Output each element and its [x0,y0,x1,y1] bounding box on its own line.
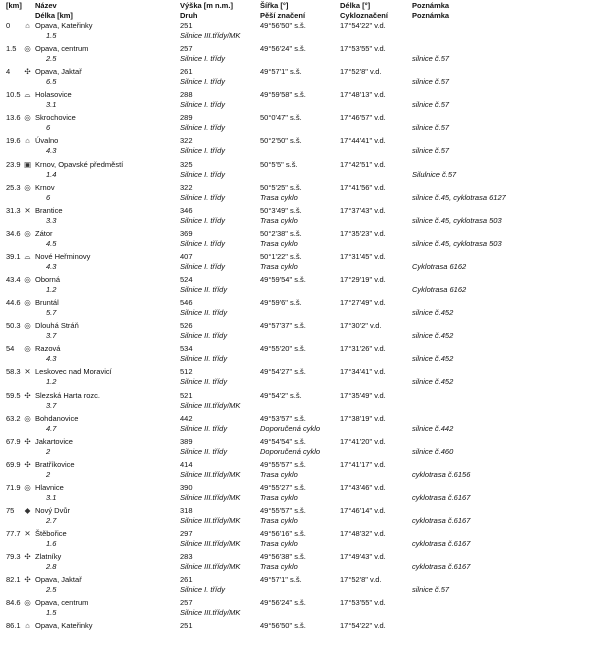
header-note2: Poznámka [412,11,450,20]
stop-lon: 17°46'57" v.d. [340,113,386,123]
stop-km: 82.1 [6,575,21,585]
stop-name: Slezská Harta rozc. [35,390,101,400]
segment-marking: Trasa cyklo [260,562,298,572]
stop-name: Holasovice [35,90,72,100]
stop-km: 69.9 [6,459,21,469]
stop-km: 63.2 [6,413,21,423]
segment-length: 2 [46,469,51,479]
itinerary-table [0,20,590,644]
stop-lat: 50°3'49" s.š. [260,205,302,215]
stop-alt: 442 [180,413,193,423]
stop-alt: 389 [180,436,193,446]
stop-name: Opava, Jaktař [35,575,82,585]
header-cycle: Cykloznačení [340,11,388,20]
stop-name: Zátor [35,228,53,238]
stop-km: 23.9 [6,159,21,169]
stop-alt: 524 [180,275,193,285]
segment-length: 2.8 [46,562,57,572]
stop-alt: 251 [180,621,193,631]
segment-length: 4.7 [46,423,57,433]
segment-note: silnice č.460 [412,446,454,456]
stop-lat: 50°1'22" s.š. [260,251,302,261]
stop-name: Brantice [35,205,63,215]
stop-lat: 49°54'54" s.š. [260,436,306,446]
segment-length: 1.2 [46,377,57,387]
home-icon: ⌂ [25,136,30,146]
stop-lat: 49°54'27" s.š. [260,367,306,377]
segment-length: 6.5 [46,77,57,87]
stop-lon: 17°53'55" v.d. [340,598,386,608]
stop-lat: 50°5'5" s.š. [260,159,298,169]
header-section: Délka [km] [35,11,73,20]
stop-lon: 17°31'45" v.d. [340,251,386,261]
stop-name: Bruntál [35,298,59,308]
stop-alt: 390 [180,482,193,492]
segment-note: silnice č.57 [412,77,450,87]
stop-km: 75 [6,505,15,515]
segment-road-type: Silnice I. třídy [180,77,226,87]
home-icon: ⌂ [25,21,30,30]
stop-km: 54 [6,344,15,354]
junction-icon: ✣ [24,67,31,77]
stop-lat: 49°59'58" s.š. [260,90,306,100]
crossroads-icon: ✕ [24,205,31,215]
town-icon: ◎ [24,321,31,331]
header-name: Název [35,1,57,10]
segment-marking: Doporučená cyklo [260,446,321,456]
stop-lat: 49°59'54" s.š. [260,275,306,285]
stop-name: Úvalno [35,136,59,146]
segment-road-type: Silnice II. třídy [180,331,228,341]
segment-note: silnice č.452 [412,331,454,341]
stop-alt: 261 [180,67,193,77]
stop-km: 44.6 [6,298,21,308]
segment-note: cyklotrasa č.6167 [412,492,471,502]
stop-name: Leskovec nad Moravicí [35,367,112,377]
segment-length: 4.3 [46,354,57,364]
stop-alt: 325 [180,159,193,169]
segment-length: 6 [46,123,51,133]
stop-alt: 414 [180,459,193,469]
segment-note: silnice č.57 [412,54,450,64]
segment-note: silnice č.57 [412,585,450,595]
stop-lat: 49°55'57" s.š. [260,505,306,515]
stop-alt: 261 [180,575,193,585]
stop-lon: 17°53'55" v.d. [340,44,386,54]
table-row [0,135,590,158]
stop-lat: 49°56'50" s.š. [260,21,306,30]
stop-km: 31.3 [6,205,21,215]
stop-name: Opava, centrum [35,598,89,608]
segment-marking: Trasa cyklo [260,192,298,202]
stop-lat: 49°55'57" s.š. [260,459,306,469]
stop-lon: 17°44'41" v.d. [340,136,386,146]
segment-road-type: Silnice II. třídy [180,308,228,318]
stop-lat: 49°57'37" s.š. [260,321,306,331]
segment-road-type: Silnice I. třídy [180,585,226,595]
header-note: Poznámka [412,1,450,10]
segment-road-type: Silnice I. třídy [180,215,226,225]
stop-name: Opava, centrum [35,44,89,54]
stop-name: Jakartovice [35,436,73,446]
header-marking: Pěší značení [260,11,306,20]
town-icon: ◎ [24,113,31,123]
stop-name: Krnov [35,182,55,192]
stop-lon: 17°49'43" v.d. [340,552,386,562]
stop-name: Oborná [35,275,61,285]
junction-icon: ✣ [24,459,31,469]
stop-km: 86.1 [6,621,21,631]
table-header [0,0,590,22]
town-icon: ◎ [24,44,31,54]
table-row [0,297,590,320]
segment-note: cyklotrasa č.6167 [412,515,471,525]
stop-name: Hlavnice [35,482,64,492]
stop-lon: 17°37'43" v.d. [340,205,386,215]
stop-name: Opava, Kateřinky [35,621,93,631]
segment-note: cyklotrasa č.6167 [412,562,471,572]
stop-lat: 49°55'27" s.š. [260,482,306,492]
stop-lon: 17°41'56" v.d. [340,182,386,192]
segment-note: Cyklotrasa 6162 [412,261,467,271]
segment-road-type: Silnice II. třídy [180,285,228,295]
segment-length: 2 [46,446,51,456]
table-row [0,366,590,389]
town-icon: ◎ [24,228,31,238]
station-icon: ▣ [23,159,32,169]
stop-alt: 526 [180,321,193,331]
stop-km: 67.9 [6,436,21,446]
table-row [0,182,590,205]
stop-lat: 50°2'38" s.š. [260,228,302,238]
segment-length: 1.6 [46,539,57,549]
segment-marking: Trasa cyklo [260,492,298,502]
segment-note: Silulnice č.57 [412,169,457,179]
table-row [0,320,590,343]
header-alt: Výška [m n.m.] [180,1,233,10]
stop-km: 4 [6,67,11,77]
stop-km: 19.6 [6,136,21,146]
segment-length: 2.5 [46,585,57,595]
segment-road-type: Silnice I. třídy [180,238,226,248]
segment-marking: Trasa cyklo [260,261,298,271]
table-row [0,597,590,620]
segment-road-type: Silnice III.třídy/MK [180,492,241,502]
stop-km: 79.3 [6,552,21,562]
segment-note: silnice č.45, cyklotrasa 503 [412,215,502,225]
segment-road-type: Silnice III.třídy/MK [180,400,241,410]
stop-name: Skrochovice [35,113,76,123]
segment-length: 2.5 [46,54,57,64]
stop-lon: 17°31'26" v.d. [340,344,386,354]
segment-note: silnice č.452 [412,308,454,318]
segment-length: 3.1 [46,492,57,502]
table-row [0,390,590,413]
segment-note: cyklotrasa č.6156 [412,469,471,479]
segment-length: 5.7 [46,308,57,318]
home-icon: ⌂ [25,621,30,631]
stop-lon: 17°43'46" v.d. [340,482,386,492]
stop-km: 0 [6,21,11,30]
junction-icon: ✣ [24,436,31,446]
town-icon: ◎ [24,598,31,608]
stop-lon: 17°35'49" v.d. [340,390,386,400]
segment-length: 4.3 [46,146,57,156]
segment-note: silnice č.57 [412,123,450,133]
segment-length: 4.3 [46,261,57,271]
junction-icon: ✣ [24,390,31,400]
stop-lon: 17°41'20" v.d. [340,436,386,446]
stop-alt: 289 [180,113,193,123]
segment-note: silnice č.57 [412,100,450,110]
stop-alt: 283 [180,552,193,562]
stop-alt: 251 [180,21,193,30]
table-row [0,112,590,135]
crossroads-icon: ✕ [24,529,31,539]
stop-lon: 17°27'49" v.d. [340,298,386,308]
stop-lat: 49°57'1" s.š. [260,575,302,585]
stop-name: Zlatníky [35,552,62,562]
segment-road-type: Silnice I. třídy [180,54,226,64]
header-km: [km] [6,1,22,10]
segment-length: 3.7 [46,400,57,410]
stop-name: Krnov, Opavské předměstí [35,159,124,169]
stop-km: 25.3 [6,182,21,192]
stop-lat: 50°2'50" s.š. [260,136,302,146]
stop-lon: 17°35'23" v.d. [340,228,386,238]
table-row [0,436,590,459]
segment-road-type: Silnice II. třídy [180,354,228,364]
stop-km: 13.6 [6,113,21,123]
table-row [0,274,590,297]
crossroads-icon: ✕ [24,367,31,377]
stop-lat: 49°54'2" s.š. [260,390,302,400]
segment-road-type: Silnice III.třídy/MK [180,608,241,618]
table-row [0,413,590,436]
stop-lon: 17°46'14" v.d. [340,505,386,515]
stop-km: 10.5 [6,90,21,100]
stop-lat: 49°56'38" s.š. [260,552,306,562]
segment-marking: Trasa cyklo [260,515,298,525]
stop-lon: 17°48'13" v.d. [340,90,386,100]
stop-name: Opava, Jaktař [35,67,82,77]
stop-alt: 546 [180,298,193,308]
segment-road-type: Silnice III.třídy/MK [180,539,241,549]
town-icon: ◎ [24,298,31,308]
stop-name: Razová [35,344,61,354]
segment-marking: Trasa cyklo [260,238,298,248]
town-icon: ◎ [24,182,31,192]
table-row [0,482,590,505]
stop-lat: 49°55'20" s.š. [260,344,306,354]
stop-lon: 17°52'8" v.d. [340,67,382,77]
header-type: Druh [180,11,198,20]
stop-km: 39.1 [6,251,21,261]
castle-icon: ⌓ [24,251,31,261]
segment-note: silnice č.452 [412,354,454,364]
stop-name: Bratříkovice [35,459,75,469]
segment-road-type: Silnice III.třídy/MK [180,515,241,525]
segment-note: cyklotrasa č.6167 [412,539,471,549]
stop-km: 43.4 [6,275,21,285]
stop-lon: 17°48'32" v.d. [340,529,386,539]
stop-alt: 512 [180,367,193,377]
table-row [0,89,590,112]
diamond-icon: ◆ [24,505,31,515]
stop-lat: 50°0'47" s.š. [260,113,302,123]
town-icon: ◎ [24,413,31,423]
stop-name: Nový Dvůr [35,505,71,515]
stop-name: Bohdanovice [35,413,79,423]
segment-length: 3.7 [46,331,57,341]
segment-length: 4.5 [46,238,57,248]
stop-alt: 322 [180,182,193,192]
stop-lat: 49°57'1" s.š. [260,67,302,77]
segment-road-type: Silnice II. třídy [180,377,228,387]
segment-road-type: Silnice III.třídy/MK [180,469,241,479]
segment-length: 1.4 [46,169,57,179]
segment-road-type: Silnice II. třídy [180,446,228,456]
segment-road-type: Silnice III.třídy/MK [180,562,241,572]
stop-lat: 49°53'57" s.š. [260,413,306,423]
stop-km: 84.6 [6,598,21,608]
stop-alt: 318 [180,505,193,515]
segment-length: 6 [46,192,51,202]
stop-lon: 17°42'51" v.d. [340,159,386,169]
stop-lat: 49°59'6" s.š. [260,298,302,308]
table-row [0,620,590,643]
stop-alt: 534 [180,344,193,354]
table-row [0,159,590,182]
stop-lat: 49°56'50" s.š. [260,621,306,631]
segment-note: silnice č.45, cyklotrasa 503 [412,238,502,248]
stop-lat: 50°5'25" s.š. [260,182,302,192]
stop-name: Opava, Kateřinky [35,21,93,30]
table-row [0,551,590,574]
stop-alt: 346 [180,205,193,215]
junction-icon: ✣ [24,575,31,585]
stop-lat: 49°56'16" s.š. [260,529,306,539]
stop-alt: 521 [180,390,193,400]
segment-length: 3.3 [46,215,57,225]
table-row [0,228,590,251]
segment-note: silnice č.452 [412,377,454,387]
stop-lon: 17°29'19" v.d. [340,275,386,285]
table-row [0,66,590,89]
segment-marking: Doporučená cyklo [260,423,321,433]
stop-name: Dlouhá Stráň [35,321,79,331]
stop-km: 1.5 [6,44,17,54]
stop-alt: 407 [180,251,193,261]
segment-length: 2.7 [46,515,57,525]
stop-alt: 369 [180,228,193,238]
stop-alt: 257 [180,44,193,54]
segment-note: silnice č.57 [412,146,450,156]
stop-lon: 17°41'17" v.d. [340,459,386,469]
stop-alt: 257 [180,598,193,608]
stop-km: 34.6 [6,228,21,238]
segment-length: 3.1 [46,100,57,110]
table-row [0,205,590,228]
town-icon: ◎ [24,482,31,492]
town-icon: ◎ [24,344,31,354]
header-lat: Šířka [°] [260,1,289,10]
stop-lon: 17°54'22" v.d. [340,21,386,30]
table-row [0,505,590,528]
segment-road-type: Silnice I. třídy [180,169,226,179]
segment-note: silnice č.442 [412,423,454,433]
segment-length: 1.2 [46,285,57,295]
stop-lon: 17°34'41" v.d. [340,367,386,377]
segment-road-type: Silnice I. třídy [180,100,226,110]
stop-name: Štěbořice [35,529,67,539]
segment-length: 1.5 [46,31,57,40]
table-row [0,528,590,551]
stop-lon: 17°38'19" v.d. [340,413,386,423]
segment-note: Cyklotrasa 6162 [412,285,467,295]
town-icon: ◎ [24,275,31,285]
segment-road-type: Silnice II. třídy [180,423,228,433]
segment-road-type: Silnice I. třídy [180,123,226,133]
stop-lat: 49°56'24" s.š. [260,44,306,54]
stop-km: 71.9 [6,482,21,492]
table-row [0,343,590,366]
stop-alt: 297 [180,529,193,539]
stop-lon: 17°54'22" v.d. [340,621,386,631]
table-row [0,20,590,43]
table-row [0,251,590,274]
stop-alt: 288 [180,90,193,100]
stop-km: 77.7 [6,529,21,539]
junction-icon: ✣ [24,552,31,562]
segment-marking: Trasa cyklo [260,539,298,549]
segment-road-type: Silnice I. třídy [180,261,226,271]
stop-km: 50.3 [6,321,21,331]
segment-marking: Trasa cyklo [260,469,298,479]
castle-icon: ⌓ [24,90,31,100]
segment-road-type: Silnice I. třídy [180,192,226,202]
table-row [0,459,590,482]
table-row [0,43,590,66]
stop-alt: 322 [180,136,193,146]
stop-km: 59.5 [6,390,21,400]
segment-marking: Trasa cyklo [260,215,298,225]
header-lon: Délka [°] [340,1,371,10]
stop-lon: 17°30'2" v.d. [340,321,382,331]
stop-name: Nové Heřminovy [35,251,91,261]
stop-km: 58.3 [6,367,21,377]
table-row [0,574,590,597]
segment-note: silnice č.45, cyklotrasa 6127 [412,192,506,202]
stop-lon: 17°52'8" v.d. [340,575,382,585]
stop-lat: 49°56'24" s.š. [260,598,306,608]
segment-road-type: Silnice I. třídy [180,146,226,156]
segment-road-type: Silnice III.třídy/MK [180,31,241,40]
segment-length: 1.5 [46,608,57,618]
